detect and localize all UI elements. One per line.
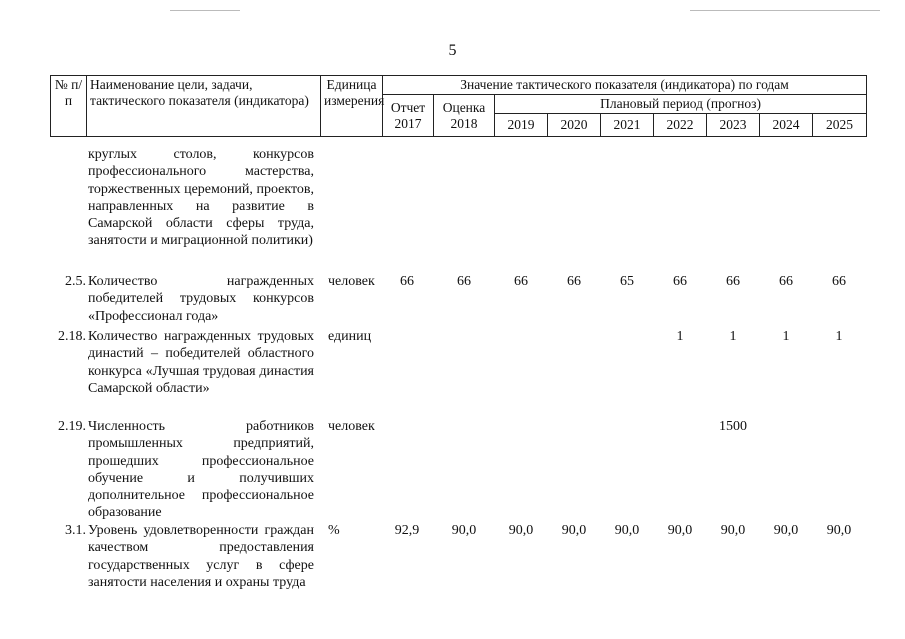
- header-year: 2019: [495, 114, 548, 137]
- row-unit: единиц: [328, 329, 372, 344]
- scan-artifact-line: [690, 10, 880, 11]
- header-estimate: Оценка 2018: [434, 95, 495, 137]
- row-value: 90,0: [614, 523, 640, 538]
- row-name: Количество награжденных трудовых династий – победителей областного конкурса «Лучшая трудовая династия Самарской области»: [88, 329, 314, 396]
- header-year: 2021: [601, 114, 654, 137]
- row-value: 66: [832, 274, 846, 289]
- row-value: 90,0: [773, 523, 799, 538]
- row-value: 66: [726, 274, 740, 289]
- row-value: 1: [729, 329, 737, 344]
- scan-artifact-line: [170, 10, 240, 11]
- row-number: 2.5.: [65, 274, 86, 289]
- row-number: 2.18.: [58, 329, 86, 344]
- row-name: Уровень удовлетворенности граждан качеством предоставления государственных услуг в сфере занятости населения и охраны труда: [88, 523, 314, 590]
- row-value: 1: [835, 329, 843, 344]
- row-value: 1500: [719, 419, 747, 434]
- row-name: круглых столов, конкурсов профессионального мастерства, торжественных церемоний, проектов, направленных на развитие в Самарской области сферы труда, занятости и миграционной политики): [88, 147, 314, 249]
- header-year: 2023: [707, 114, 760, 137]
- row-unit: человек: [328, 274, 375, 289]
- row-value: 66: [457, 274, 471, 289]
- header-year: 2022: [654, 114, 707, 137]
- header-num: № п/п: [51, 76, 87, 137]
- row-value: 65: [620, 274, 634, 289]
- header-year: 2025: [813, 114, 867, 137]
- row-number: 2.19.: [58, 419, 86, 434]
- row-value: 90,0: [561, 523, 587, 538]
- row-value: 1: [676, 329, 684, 344]
- row-value: 90,0: [451, 523, 477, 538]
- page-number: 5: [448, 42, 457, 59]
- row-value: 90,0: [508, 523, 534, 538]
- row-value: 92,9: [394, 523, 420, 538]
- row-number: 3.1.: [65, 523, 86, 538]
- row-value: 90,0: [826, 523, 852, 538]
- header-plan-period: Плановый период (прогноз): [495, 95, 867, 114]
- row-value: 66: [779, 274, 793, 289]
- header-year: 2020: [548, 114, 601, 137]
- header-year: 2024: [760, 114, 813, 137]
- row-value: 66: [514, 274, 528, 289]
- row-unit: человек: [328, 419, 375, 434]
- row-value: 66: [400, 274, 414, 289]
- header-values-title: Значение тактического показателя (индикатора) по годам: [383, 76, 867, 95]
- row-name: Количество награжденных победителей трудовых конкурсов «Профессионал года»: [88, 274, 314, 324]
- table-header: [50, 75, 867, 137]
- header-report: Отчет 2017: [383, 95, 434, 137]
- row-value: 66: [673, 274, 687, 289]
- row-value: 66: [567, 274, 581, 289]
- row-value: 90,0: [667, 523, 693, 538]
- row-value: 1: [782, 329, 790, 344]
- row-value: 90,0: [720, 523, 746, 538]
- header-unit: Единица измерения: [321, 76, 383, 137]
- header-name: Наименование цели, задачи, тактического показателя (индикатора): [87, 76, 321, 137]
- row-name: Численность работников промышленных предприятий, прошедших профессиональное обучение и получивших дополнительное профессиональное образование: [88, 419, 314, 521]
- row-unit: %: [328, 523, 340, 538]
